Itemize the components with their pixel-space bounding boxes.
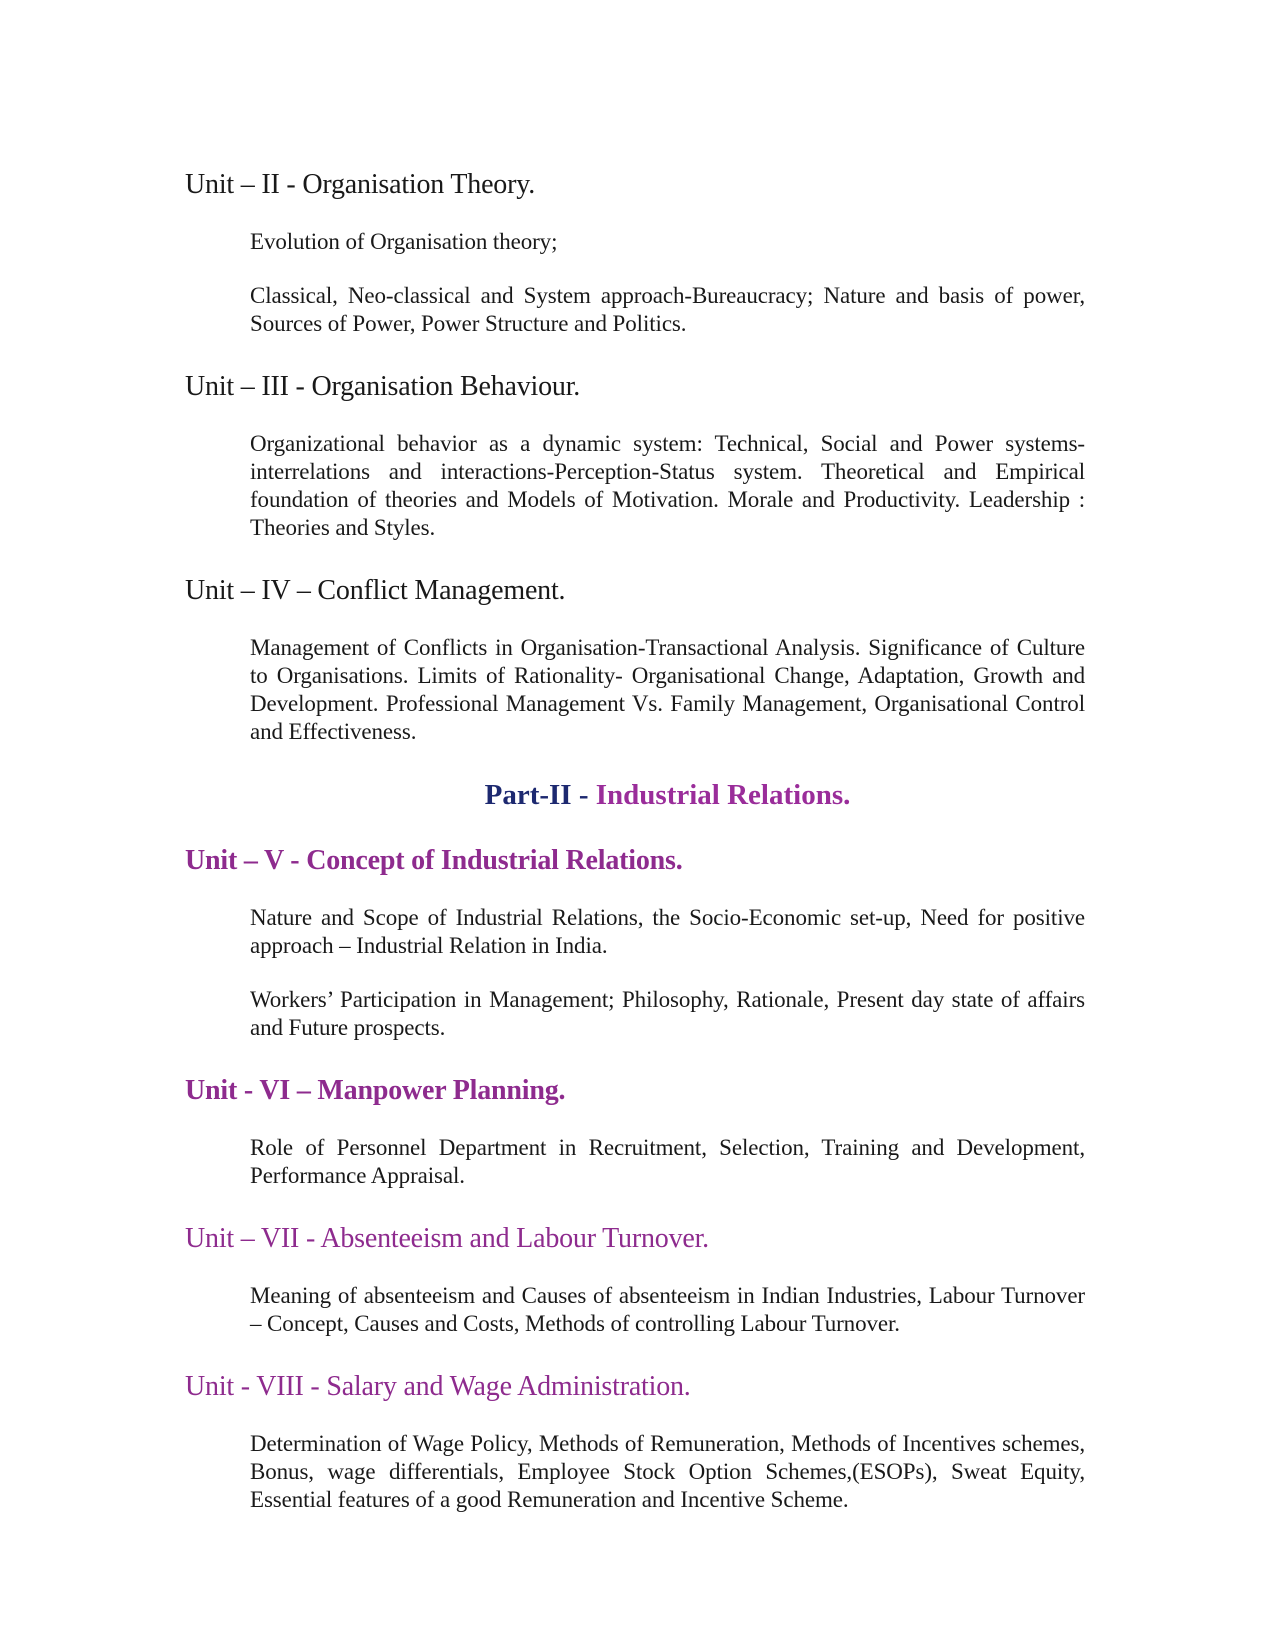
paragraph-unit-5-nature-scope: Nature and Scope of Industrial Relations, the Socio-Economic set-up, Need for positive approach – Industrial Relation in India. bbox=[250, 905, 1085, 958]
paragraph-unit-5-workers-participation: Workers’ Participation in Management; Philosophy, Rationale, Present day state of affairs and Future prospects. bbox=[250, 987, 1085, 1040]
heading-unit-7: Unit – VII - Absenteeism and Labour Turnover. bbox=[185, 1223, 709, 1254]
part-2-label: Part-II - bbox=[484, 779, 596, 811]
paragraph-unit-3-behaviour: Organizational behavior as a dynamic system: Technical, Social and Power systems-interrelations and interactions-Perception-Status system. Theoretical and Empirical foundation of theories and Models of Motivation. Morale and Productivity. Leadership : Theories and Styles. bbox=[250, 431, 1085, 540]
paragraph-unit-2-evolution: Evolution of Organisation theory; bbox=[250, 229, 558, 254]
heading-unit-4: Unit – IV – Conflict Management. bbox=[185, 575, 566, 606]
part-2-title: Industrial Relations. bbox=[595, 779, 851, 811]
paragraph-unit-4-conflicts: Management of Conflicts in Organisation-Transactional Analysis. Significance of Culture to Organisations. Limits of Rationality- Organisational Change, Adaptation, Growth and Development. Professional Management Vs. Family Management, Organisational Control and Effectiveness. bbox=[250, 635, 1085, 744]
heading-part-2 bbox=[250, 778, 1085, 812]
heading-unit-6: Unit - VI – Manpower Planning. bbox=[185, 1075, 566, 1106]
heading-unit-2: Unit – II - Organisation Theory. bbox=[185, 169, 536, 200]
heading-unit-5: Unit – V - Concept of Industrial Relations. bbox=[185, 845, 683, 876]
paragraph-unit-8-wage-policy: Determination of Wage Policy, Methods of Remuneration, Methods of Incentives schemes, Bonus, wage differentials, Employee Stock Option Schemes,(ESOPs), Sweat Equity, Essential features of a good Remuneration and Incentive Scheme. bbox=[250, 1431, 1085, 1512]
heading-unit-8: Unit - VIII - Salary and Wage Administration. bbox=[185, 1371, 691, 1402]
paragraph-unit-2-classical: Classical, Neo-classical and System approach-Bureaucracy; Nature and basis of power, Sources of Power, Power Structure and Politics. bbox=[250, 283, 1085, 336]
paragraph-unit-6-personnel: Role of Personnel Department in Recruitment, Selection, Training and Development, Performance Appraisal. bbox=[250, 1135, 1085, 1188]
heading-unit-3: Unit – III - Organisation Behaviour. bbox=[185, 371, 581, 402]
paragraph-unit-7-absenteeism: Meaning of absenteeism and Causes of absenteeism in Indian Industries, Labour Turnover – Concept, Causes and Costs, Methods of controlling Labour Turnover. bbox=[250, 1283, 1085, 1336]
